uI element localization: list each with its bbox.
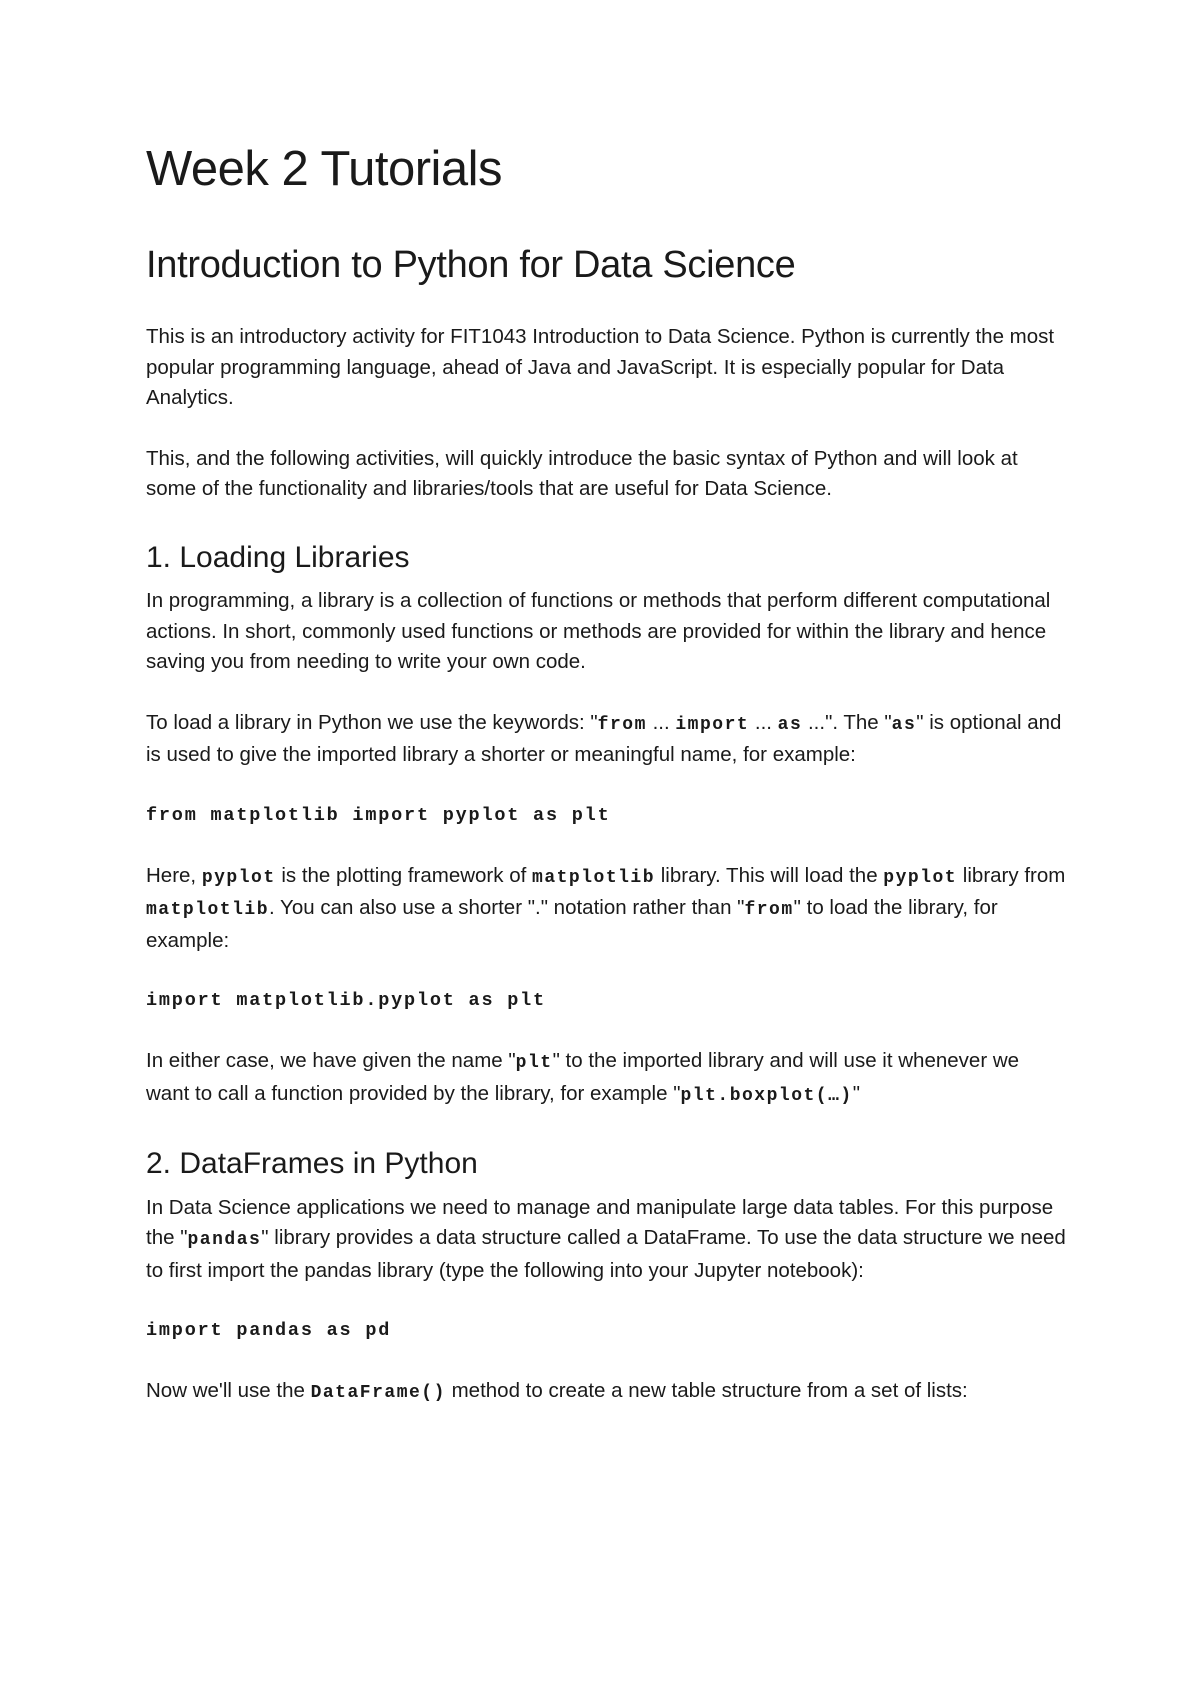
section-heading-dataframes: 2. DataFrames in Python [146,1147,478,1181]
intro-paragraph-1: This is an introductory activity for FIT1043 Introduction to Data Science. Python is currently the most popular programming language, ahead of Java and JavaScript. It is especially popular for Data Analytics. [146,325,1055,410]
inline-code: pandas [187,1230,262,1251]
code-example-import-dot: import matplotlib.pyplot as plt [146,990,546,1012]
inline-code: matplotlib [146,900,270,921]
code-example-import-pandas: import pandas as pd [146,1320,392,1342]
inline-code: plt [515,1053,553,1074]
code-example-from-import: from matplotlib import pyplot as plt [146,804,611,826]
pyplot-explanation-paragraph [146,861,1066,957]
text-run: Now we'll use the [146,1379,311,1403]
inline-code: from [744,900,794,921]
text-run: library. This will load the [655,863,884,887]
inline-code: as [777,714,803,735]
inline-code: pyplot [201,867,276,888]
dataframe-method-paragraph [146,1376,1066,1409]
text-run: " library provides a data structure called a DataFrame. To use the data structure we need to first import the pandas library (type the following into your Jupyter notebook): [146,1226,1066,1282]
inline-code: import [675,714,750,735]
text-run: In either case, we have given the name " [146,1049,516,1073]
page-title: Week 2 Tutorials [146,142,503,196]
text-run: " is optional and is used to give the imported library a shorter or meaningful name, for example: [146,710,1062,767]
text-run: . You can also use a shorter "." notation rather than " [269,896,745,920]
library-definition-paragraph: In programming, a library is a collection of functions or methods that perform different computational actions. In short, commonly used functions or methods are provided for within the library and hence saving you from needing to write your own code. [146,589,1051,674]
inline-code: DataFrame() [310,1383,446,1404]
text-run: Here, [146,863,202,887]
text-run: To load a library in Python we use the keywords: " [146,710,598,734]
text-run: ... [749,710,778,734]
text-run: ...". The " [802,710,892,734]
section-heading-loading-libraries: 1. Loading Libraries [146,540,410,574]
text-run: ... [646,710,676,734]
inline-code: pyplot [883,867,958,888]
plt-name-paragraph [146,1046,1066,1111]
inline-code: from [597,714,647,735]
import-keywords-paragraph [146,708,1066,771]
text-run: In Data Science applications we need to manage and manipulate large data tables. For this purpose the " [146,1195,1054,1250]
text-run: " [852,1081,860,1105]
inline-code: as [891,714,917,735]
text-run: " to load the library, for example: [146,896,998,952]
inline-code: plt.boxplot(…) [680,1085,853,1106]
document-page [146,140,1066,1439]
text-run: " to the imported library and will use it whenever we want to call a function provided by the library, for example " [146,1049,1020,1105]
text-run: is the plotting framework of [275,863,533,887]
intro-paragraph-2: This, and the following activities, will quickly introduce the basic syntax of Python and will look at some of the functionality and libraries/tools that are useful for Data Science. [146,446,1018,501]
pandas-intro-paragraph [146,1193,1066,1287]
page-subtitle: Introduction to Python for Data Science [146,243,796,286]
text-run: library from [957,863,1066,887]
text-run: method to create a new table structure from a set of lists: [445,1379,968,1403]
inline-code: matplotlib [532,867,656,888]
